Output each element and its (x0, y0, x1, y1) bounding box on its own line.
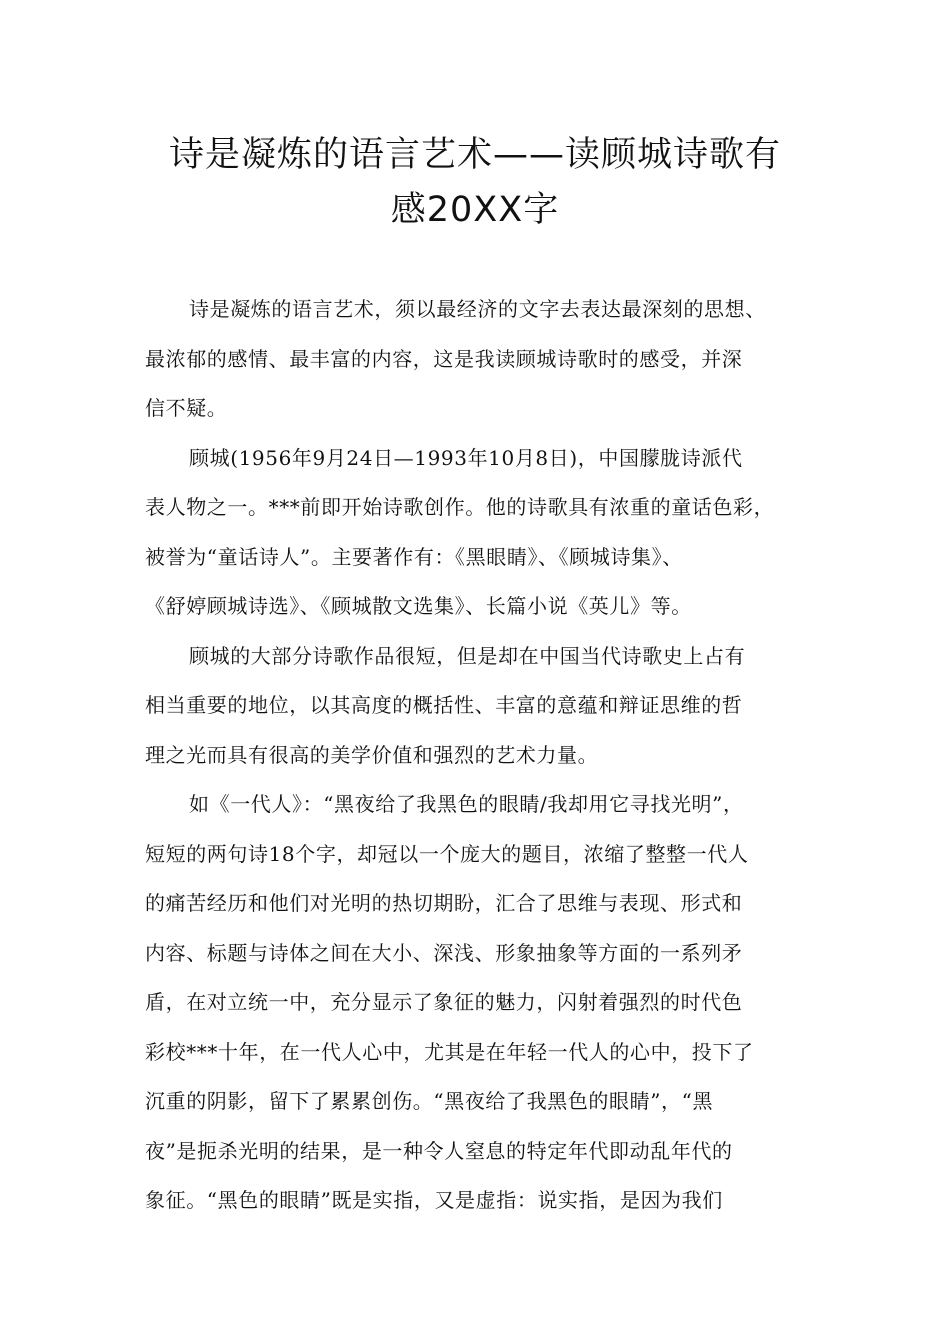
paragraph-line: 诗是凝炼的语言艺术，须以最经济的文字去表达最深刻的思想、 (189, 297, 766, 321)
paragraph-1 (145, 285, 810, 434)
paragraph-2 (145, 434, 810, 632)
document-body (145, 285, 810, 1226)
paragraph-line: 顾城的大部分诗歌作品很短，但是却在中国当代诗歌史上占有 (189, 643, 746, 668)
paragraph-line: 短短的两句诗18个字，却冠以一个庞大的题目，浓缩了整整一代人 (145, 841, 749, 866)
paragraph-line: 表人物之一。***前即开始诗歌创作。他的诗歌具有浓重的童话色彩， (145, 495, 775, 519)
paragraph-line: 信不疑。 (145, 396, 228, 420)
paragraph-line: 如《一代人》：“黑夜给了我黑色的眼睛/我却用它寻找光明”， (189, 792, 744, 816)
paragraph-line: 盾，在对立统一中，充分显示了象征的魅力，闪射着强烈的时代色 (145, 990, 743, 1014)
title-line-1: 诗是凝炼的语言艺术——读顾城诗歌有 (168, 135, 781, 175)
paragraph-line: 沉重的阴影，留下了累累创伤。“黑夜给了我黑色的眼睛”，“黑 (145, 1089, 714, 1113)
paragraph-line: 理之光而具有很高的美学价值和强烈的艺术力量。 (145, 742, 599, 767)
paragraph-line: 被誉为“童话诗人”。主要著作有：《黑眼睛》、《顾城诗集》、 (145, 544, 683, 569)
paragraph-line: 夜”是扼杀光明的结果，是一种令人窒息的特定年代即动乱年代的 (145, 1138, 733, 1163)
paragraph-line: 《舒婷顾城诗选》、《顾城散文选集》、长篇小说《英儿》等。 (145, 594, 692, 618)
paragraph-line: 彩校***十年，在一代人心中，尤其是在年轻一代人的心中，投下了 (145, 1039, 754, 1064)
paragraph-line: 最浓郁的感情、最丰富的内容，这是我读顾城诗歌时的感受，并深 (145, 346, 743, 371)
paragraph-line: 内容、标题与诗体之间在大小、深浅、形象抽象等方面的一系列矛 (145, 940, 743, 965)
paragraph-line: 相当重要的地位，以其高度的概括性、丰富的意蕴和辩证思维的哲 (145, 693, 743, 717)
paragraph-3 (145, 632, 810, 781)
paragraph-line: 顾城(1956年9月24日—1993年10月8日)，中国朦胧诗派代 (189, 445, 743, 470)
title-line-2: 感20XX字 (390, 190, 560, 230)
paragraph-line: 象征。“黑色的眼睛”既是实指，又是虚指：说实指，是因为我们 (145, 1188, 723, 1212)
paragraph-4 (145, 780, 810, 1226)
paragraph-line: 的痛苦经历和他们对光明的热切期盼，汇合了思维与表现、形式和 (145, 891, 743, 915)
document-title (120, 128, 830, 238)
